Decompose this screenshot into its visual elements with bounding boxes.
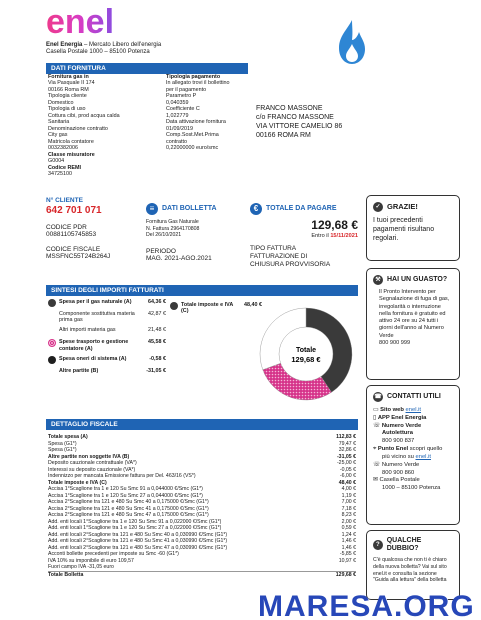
detail-label: Spesa (G1*) xyxy=(48,440,77,447)
imposte-legend xyxy=(170,302,262,314)
near-link[interactable]: enel.it xyxy=(415,453,431,460)
detail-value: -6,00 € xyxy=(339,473,356,479)
summary-label: Spesa per il gas naturale (A) xyxy=(59,299,132,305)
summary-label: Componente sostitutiva materia prima gas xyxy=(59,311,135,324)
supply-left-line: Via Pasquale II 174 xyxy=(48,80,95,87)
donut-svg xyxy=(256,304,356,404)
bill-line1: Fornitura Gas Naturale xyxy=(146,219,199,225)
supply-left-column xyxy=(48,74,163,178)
company-header xyxy=(46,42,306,56)
supply-left-line: Matricola contatore xyxy=(48,138,94,145)
pdr-value: 00881105745853 xyxy=(46,231,97,239)
detail-label: Totale Bolletta xyxy=(48,571,84,578)
supply-left-line: 34725100 xyxy=(48,171,72,178)
supply-right-line: contratto xyxy=(166,138,187,145)
thanks-text: I tuoi precedenti pagamenti risultano regolari. xyxy=(373,217,435,242)
detail-value: 8,23 € xyxy=(341,512,356,518)
supply-right-line: 1,022779 xyxy=(166,112,189,119)
invoice-type-label: TIPO FATTURA xyxy=(250,245,297,253)
detail-label: Fuori campo IVA -31,05 euro xyxy=(48,564,114,570)
near-text: più vicino su xyxy=(382,453,416,460)
company-market: – Mercato Libero dell'energia xyxy=(82,42,162,48)
fault-title: HAI UN GUASTO? xyxy=(387,275,448,283)
summary-section-bar xyxy=(46,285,358,296)
supply-right-line: 01/09/2019 xyxy=(166,125,193,132)
watermark-text: MARESA.ORG xyxy=(258,590,475,620)
total-block xyxy=(250,203,358,269)
summary-label: Spesa oneri di sistema (A) xyxy=(59,355,127,362)
summary-item xyxy=(48,299,166,307)
detail-label: Add. enti locali 2°Scaglione tra 121 e 480 Su Smc 40 a 0,030990 €/Smc (G1*) xyxy=(48,531,228,538)
supply-left-line: City gas xyxy=(48,132,68,139)
detail-label: Add. enti locali 2°Scaglione tra 121 e 480 Su Smc 47 a 0,030990 €/Smc (G1*) xyxy=(48,544,228,551)
summary-value: 64,36 € xyxy=(148,299,166,305)
detail-value: 79,47 € xyxy=(338,440,356,447)
total-title: TOTALE DA PAGARE xyxy=(266,204,337,212)
punto-text: scopri quello xyxy=(408,446,443,453)
postal-line2: 1000 – 85100 Potenza xyxy=(382,485,441,492)
summary-value: 42,87 € xyxy=(148,311,166,317)
detail-label: Accisa 2°Scaglione tra 121 e 480 Su Smc 40 a 0,175000 €/Smc (G1*) xyxy=(48,499,209,505)
detail-label: Add. enti locali 1°Scaglione tra 1 e 120 Su Smc 91 a 0,022000 €/Smc (G1*) xyxy=(48,518,222,525)
client-number: 642 701 071 xyxy=(46,205,102,217)
detail-value: 1,24 € xyxy=(341,531,356,538)
euro-icon: € xyxy=(250,203,262,215)
summary-item xyxy=(48,327,166,335)
question-icon: ? xyxy=(373,540,383,550)
supply-right-line: Coefficiente C xyxy=(166,106,200,113)
detail-value: 2,00 € xyxy=(341,518,356,525)
detail-label: Acconti bollette precedenti per imposte su Smc -60 (G1*) xyxy=(48,551,179,557)
detail-label: Add. enti locali 1°Scaglione tra 1 e 120 Su Smc 27 a 0,022000 €/Smc (G1*) xyxy=(48,525,222,531)
logo-text: enel xyxy=(46,5,115,39)
supply-right-line: Tipologia pagamento xyxy=(166,74,221,80)
detail-value: 1,46 € xyxy=(341,538,356,544)
detail-value: 0,59 € xyxy=(341,525,356,531)
supply-left-line: 00166 Roma RM xyxy=(48,86,89,93)
supply-left-line: 0032382006 xyxy=(48,145,78,152)
detail-value: -31,05 € xyxy=(336,453,356,460)
company-name: Enel Energia xyxy=(46,42,83,48)
client-label: N° CLIENTE xyxy=(46,197,83,204)
imposte-label: Totale imposte e IVA (C) xyxy=(181,302,234,315)
period-value: MAG. 2021-AGO.2021 xyxy=(146,254,212,262)
detail-value: 7,18 € xyxy=(341,505,356,512)
supply-section-title: DATI FORNITURA xyxy=(51,65,106,72)
thanks-title: GRAZIE! xyxy=(387,201,418,211)
supply-left-line: Sanitaria xyxy=(48,119,70,126)
due-date: 15/11/2021 xyxy=(330,232,358,239)
supply-left-line: Denominazione contratto xyxy=(48,125,108,132)
fault-text: Il Pronto Intervento per Segnalazione di fuga di gas, irregolarità o interruzione nella fornitura è gratuito ed attivo 24 ore su 24 tutti i giorni dell'anno al Numero Verde xyxy=(379,289,450,339)
details-section-title: DETTAGLIO FISCALE xyxy=(51,421,118,428)
supply-left-line: Cottura cibi, prod acqua calda xyxy=(48,112,120,119)
wrench-icon: ⚒ xyxy=(373,275,383,285)
detail-value: 32,86 € xyxy=(338,447,356,453)
green-label: Numero Verde xyxy=(381,422,422,429)
detail-value: 10,97 € xyxy=(338,557,356,564)
supply-left-line: Tipologia cliente xyxy=(48,93,87,100)
supply-left-line: G0004 xyxy=(48,158,65,165)
detail-label: Spesa (G1*) xyxy=(48,447,77,453)
summary-swatch xyxy=(48,299,56,307)
enel-logo-graphic xyxy=(46,5,136,39)
mobile-icon: ▯ xyxy=(373,414,378,421)
mail-icon: ✉ xyxy=(373,477,380,484)
supply-right-line: 0,22000000 euro/smc xyxy=(166,145,219,152)
supply-right-line: 0,040359 xyxy=(166,99,189,106)
detail-label: Accisa 1°Scaglione tra 1 e 120 Su Smc 91 a 0,044000 €/Smc (G1*) xyxy=(48,486,203,492)
doubt-title: QUALCHE DUBBIO? xyxy=(386,537,422,553)
thanks-card xyxy=(366,195,460,261)
detail-value: -0,05 € xyxy=(339,466,356,473)
invoice-type-line1: FATTURAZIONE DI xyxy=(250,253,308,261)
gas-flame-icon xyxy=(337,18,367,66)
detail-value: 7,00 € xyxy=(341,499,356,505)
detail-value: 1,19 € xyxy=(341,492,356,499)
headset-icon: ☏ xyxy=(373,422,382,429)
enel-logo xyxy=(46,5,136,39)
bill-block xyxy=(146,203,251,262)
summary-section-title: SINTESI DEGLI IMPORTI FATTURATI xyxy=(51,287,164,294)
detail-value: 48,40 € xyxy=(338,479,356,486)
detail-label: Totale imposte e IVA (C) xyxy=(48,479,107,486)
punto-label: Punto Enel xyxy=(377,446,409,453)
summary-swatch xyxy=(48,339,56,347)
summary-item xyxy=(48,356,166,364)
company-address: Casella Postale 1000 – 85100 Potenza xyxy=(46,48,150,55)
fiscal-label: CODICE FISCALE xyxy=(46,245,101,253)
recipient-address xyxy=(256,104,376,140)
location-pin-icon: ⌖ xyxy=(373,446,378,453)
imposte-swatch xyxy=(170,302,178,310)
due-prefix: Entro il xyxy=(311,232,331,239)
summary-donut-chart xyxy=(256,304,356,404)
summary-item xyxy=(48,311,166,323)
bill-line3: Del 26/10/2021 xyxy=(146,232,182,238)
summary-value: -0,58 € xyxy=(149,355,166,362)
green2-label: Numero Verde xyxy=(381,461,420,468)
detail-label: Accisa 2°Scaglione tra 121 e 480 Su Smc 41 a 0,175000 €/Smc (G1*) xyxy=(48,505,209,512)
recipient-line1: FRANCO MASSONE xyxy=(256,105,323,112)
supply-left-line: Classe misuratore xyxy=(48,151,95,158)
summary-label: Spese trasporto e gestione contatore (A) xyxy=(59,339,129,352)
contacts-card xyxy=(366,385,460,525)
detail-label: Deposito cauzionale contrattuale (VA*) xyxy=(48,460,137,466)
postal-line1: Casella Postale xyxy=(379,477,420,484)
bill-title: DATI BOLLETTA xyxy=(162,204,217,212)
pdr-label: CODICE PDR xyxy=(46,223,87,231)
phone-icon: ☎ xyxy=(373,392,383,402)
detail-value: -5,85 € xyxy=(339,551,356,557)
donut-value: 129,68 € xyxy=(291,355,321,364)
site-link[interactable]: enel.it xyxy=(405,407,422,413)
supply-left-line: Tipologia di uso xyxy=(48,106,86,113)
detail-label: Totale spesa (A) xyxy=(48,434,88,440)
supply-section-bar xyxy=(46,63,248,74)
self-label: Autolettura xyxy=(382,430,413,437)
fault-card xyxy=(366,268,460,380)
supply-right-line: Data attivazione fornitura xyxy=(166,119,226,126)
supply-right-column xyxy=(166,74,256,152)
detail-label: Add. enti locali 2°Scaglione tra 121 e 480 Su Smc 41 a 0,030990 €/Smc (G1*) xyxy=(48,538,228,544)
summary-item xyxy=(48,339,166,351)
fiscal-value: MSSFNC55T24B264J xyxy=(46,253,111,261)
recipient-line3: VIA VITTORE CAMELIO 86 xyxy=(256,123,343,131)
recipient-line2: c/o FRANCO MASSONE xyxy=(256,114,334,122)
invoice-type-line2: CHIUSURA PROVVISORIA xyxy=(250,260,331,268)
detail-value: 129,68 € xyxy=(335,571,356,578)
green2-number: 800 900 860 xyxy=(382,469,415,476)
recipient-line4: 00166 ROMA RM xyxy=(256,132,311,140)
detail-label: Indennizzo per mancata Emissione fattura per Del. 463/16 (VS*) xyxy=(48,473,196,479)
contacts-title: CONTATTI UTILI xyxy=(387,392,441,400)
supply-right-line: In allegato trovi il bollettino xyxy=(166,80,230,87)
supply-right-line: Parametro P xyxy=(166,93,197,100)
site-label: Sito web xyxy=(380,407,406,413)
detail-label: Accisa 2°Scaglione tra 121 e 480 Su Smc 47 a 0,175000 €/Smc (G1*) xyxy=(48,512,209,518)
summary-value: 45,58 € xyxy=(148,339,166,346)
imposte-value: 48,40 € xyxy=(244,302,262,308)
supply-left-line: Fornitura gas in xyxy=(48,74,89,80)
donut-label: Totale xyxy=(295,347,317,354)
summary-list xyxy=(48,299,166,380)
detail-value: 4,00 € xyxy=(341,486,356,492)
summary-value: 21,48 € xyxy=(148,327,166,334)
summary-value: -31,05 € xyxy=(146,367,166,374)
detail-label: IVA 10% su imponibile di euro 109,57 xyxy=(48,557,134,564)
summary-label: Altri importi materia gas xyxy=(59,327,116,334)
doubt-text: C'è qualcosa che non ti è chiaro della nuova bolletta? Vai sul sito enel.it e consulta la sezione "Guida alla lettura" della bolletta xyxy=(373,557,447,584)
self-number: 800 900 837 xyxy=(382,438,415,445)
detail-value: 1,46 € xyxy=(341,544,356,551)
summary-item xyxy=(48,368,166,376)
detail-label: Interessi su deposito cauzionale (VA*) xyxy=(48,466,136,473)
phone2-icon: ☏ xyxy=(373,461,382,468)
supply-right-line: Comp.Sost.Met.Prima xyxy=(166,132,219,139)
thumb-icon: ✓ xyxy=(373,202,383,212)
detail-label: Altre partite non soggette IVA (B) xyxy=(48,453,130,460)
details-section-bar xyxy=(46,419,358,430)
monitor-icon: ▭ xyxy=(373,407,381,413)
total-amount: 129,68 € xyxy=(311,218,358,232)
supply-left-line: Domestico xyxy=(48,99,74,106)
supply-right-line: per il pagamento xyxy=(166,86,207,93)
period-label: PERIODO xyxy=(146,247,176,255)
detail-row xyxy=(48,571,356,579)
supply-left-line: Codice REMI xyxy=(48,164,81,171)
detail-value: -25,00 € xyxy=(336,460,356,466)
document-icon: ≡ xyxy=(146,203,158,215)
summary-swatch xyxy=(48,356,56,364)
detail-value: 112,83 € xyxy=(336,434,356,440)
fault-number: 800 900 999 xyxy=(379,339,411,346)
bill-line2: N. Fattura 2964170808 xyxy=(146,225,200,232)
detail-label: Accisa 1°Scaglione tra 1 e 120 Su Smc 27 a 0,044000 €/Smc (G1*) xyxy=(48,492,203,499)
client-block xyxy=(46,197,156,261)
app-label: APP Enel Energia xyxy=(377,414,427,421)
details-list xyxy=(48,434,356,578)
summary-label: Altre partite (B) xyxy=(59,367,99,374)
